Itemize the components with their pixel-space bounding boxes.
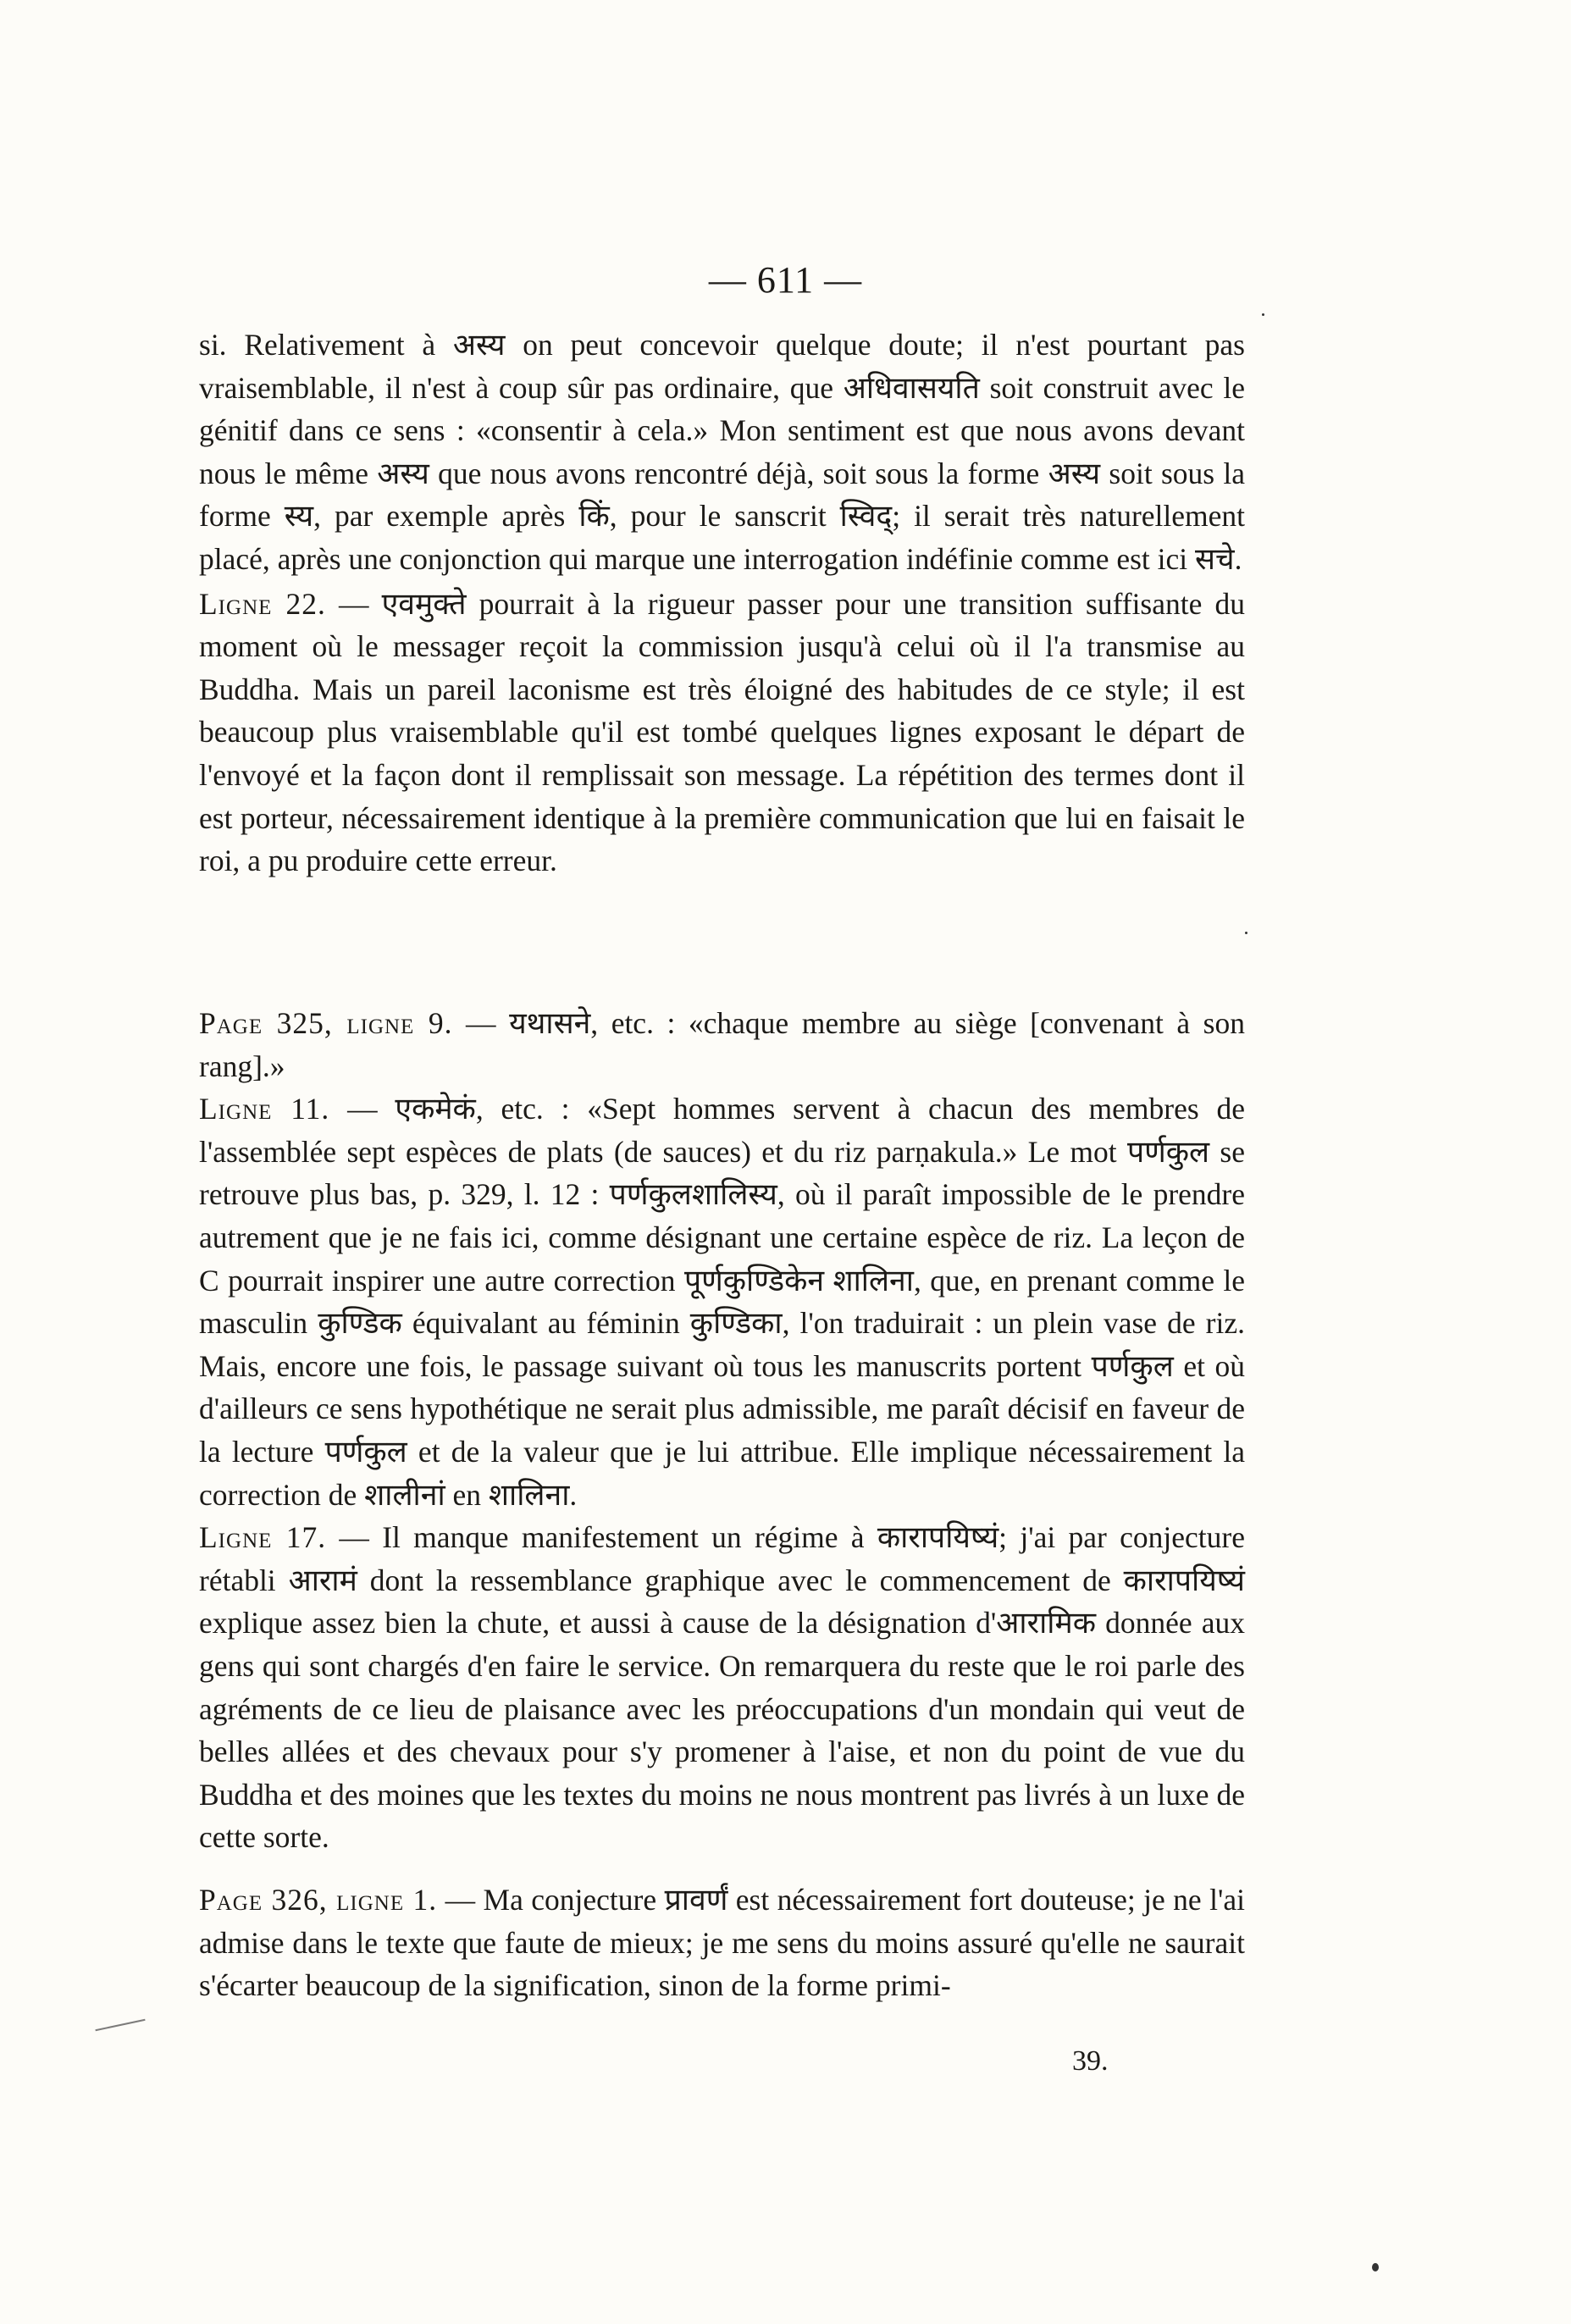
paragraph-page-325 (199, 1002, 1245, 1087)
paragraph-block-1 (199, 324, 1245, 883)
paragraph-ligne-22 (199, 583, 1245, 883)
ink-speck (1262, 313, 1264, 316)
ink-speck (1245, 932, 1247, 934)
paragraph-text: si. Relativement à अस्य on peut concevoir quelque doute; il n'est pourtant pas vraisemblable, il n'est à coup sûr pas ordinaire, que अधिवासयति soit construit avec le génitif dans ce sens : «consentir à cela.» Mon sentiment est que nous avons devant nous le même अस्य que nous avons rencontré déjà, soit sous la forme अस्य soit sous la forme स्य, par exemple après किं, pour le sanscrit स्विद्; il serait très naturellement placé, après une conjonction qui marque une interrogation indéfinie comme est ici सचे. (199, 328, 1245, 576)
section-label: Page 326, ligne 1. (199, 1883, 438, 1917)
stray-pen-mark (95, 2019, 145, 2031)
paragraph-block-2 (199, 1002, 1245, 1859)
paragraph-text: — एकमेकं, etc. : «Sept hommes servent à chacun des membres de l'assemblée sept espèces de plats (de sauces) et du riz parṇakula.» Le mot पर्णकुल se retrouve plus bas, p. 329, l. 12 : पर्णकुलशालिस्य, où il paraît impossible de le prendre autrement que je ne fais ici, comme désignant une certaine espèce de riz. La leçon de C pourrait inspirer une autre correction पूर्णकुण्डिकेन शालिना, que, en prenant comme le masculin कुण्डिक équivalant au féminin कुण्डिका, l'on traduirait : un plein vase de riz. Mais, encore une fois, le passage suivant où tous les manuscrits portent पर्णकुल et où d'ailleurs ce sens hypothétique ne serait plus admissible, me paraît décisif en faveur de la lecture पर्णकुल et de la valeur que je lui attribue. Elle implique nécessairement la correction de शालीनां en शालिना. (199, 1092, 1245, 1512)
paragraph-text: — Il manque manifestement un régime à कारापयिष्यं; j'ai par conjecture rétabli आरामं dont la ressemblance graphique avec le commencement de कारापयिष्यं explique assez bien la chute, et aussi à cause de la désignation d'आरामिक donnée aux gens qui sont chargés d'en faire le service. On remarquera du reste que le roi parle des agréments de ce lieu de plaisance avec les préoccupations d'un mondain qui veut de belles allées et des chevaux pour s'y promener à l'aise, et non du point de vue du Buddha et des moines que les textes du moins ne nous montrent pas livrés à un luxe de cette sorte. (199, 1520, 1245, 1855)
section-label: Page 325, ligne 9. (199, 1006, 453, 1040)
paragraph-continuation (199, 324, 1245, 581)
paragraph-text: — एवमुक्ते pourrait à la rigueur passer pour une transition suffisante du moment où le messager reçoit la commission jusqu'à celui où il l'a transmise au Buddha. Mais un pareil laconisme est très éloigné des habitudes de ce style; il est beaucoup plus vraisemblable qu'il est tombé quelques lignes exposant le départ de l'envoyé et la façon dont il remplissait son message. La répétition des termes dont il est porteur, nécessairement identique à la première communication que lui en faisait le roi, a pu produire cette erreur. (199, 586, 1246, 878)
section-label: Ligne 11. (199, 1092, 330, 1126)
paragraph-text: — यथासने, etc. : «chaque membre au siège [convenant à son rang].» (199, 1006, 1245, 1083)
paragraph-ligne-11 (199, 1087, 1245, 1516)
paragraph-ligne-17 (199, 1516, 1245, 1859)
ink-speck (1372, 2263, 1379, 2271)
signature-mark: 39. (1072, 2045, 1109, 2077)
section-label: Ligne 22. (199, 586, 326, 621)
paragraph-text: — Ma conjecture प्रावर्णं est nécessairement fort douteuse; je ne l'ai admise dans le texte que faute de mieux; je me sens du moins assuré qu'elle ne saurait s'écarter beaucoup de la signification, sinon de la forme primi- (199, 1883, 1245, 2003)
page-number: — 611 — (708, 259, 863, 301)
paragraph-page-326 (199, 1879, 1245, 2007)
paragraph-block-3 (199, 1879, 1245, 2007)
section-label: Ligne 17. (199, 1520, 327, 1555)
